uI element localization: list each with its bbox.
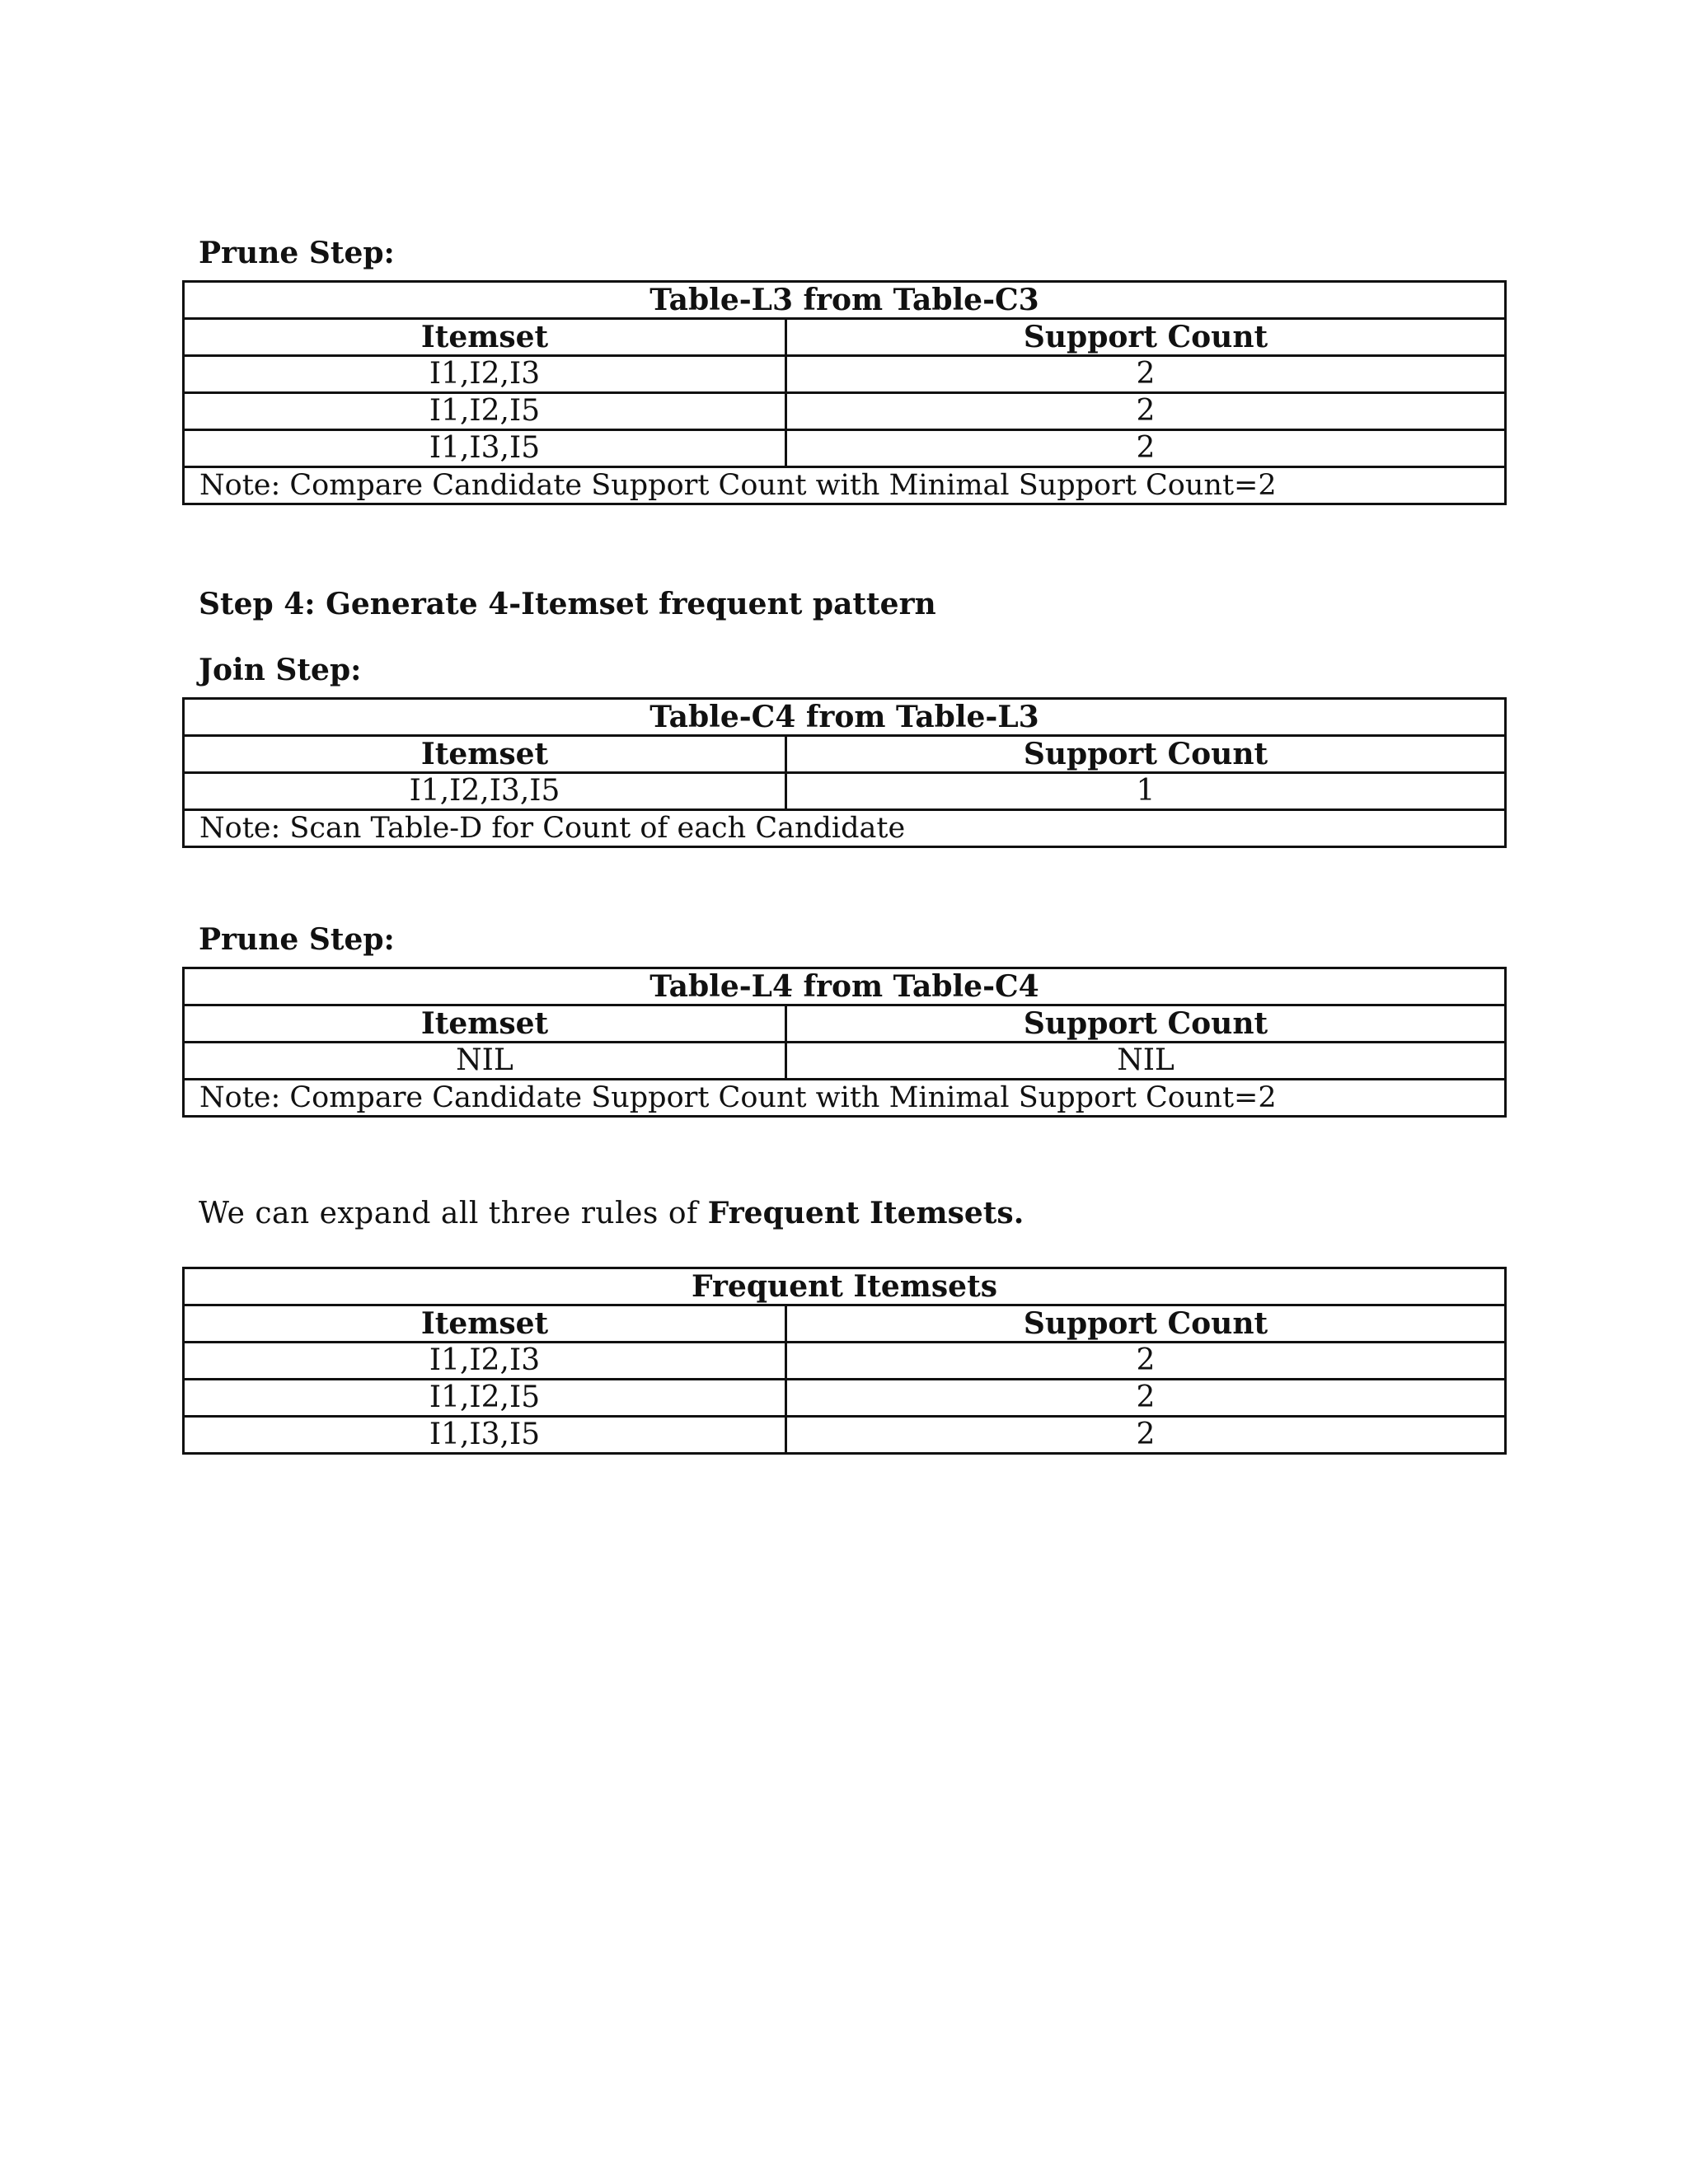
table-row <box>184 1343 1506 1380</box>
table-row <box>184 1043 1506 1080</box>
support-count-cell: 2 <box>786 393 1506 430</box>
step-4-heading: Step 4: Generate 4-Itemset frequent pattern <box>199 587 936 621</box>
table-row <box>184 430 1506 467</box>
itemset-cell: I1,I3,I5 <box>184 1417 786 1454</box>
table-title: Frequent Itemsets <box>184 1268 1506 1305</box>
support-count-cell: 2 <box>786 1417 1506 1454</box>
table-l4 <box>182 967 1507 1118</box>
table-note: Note: Compare Candidate Support Count with Minimal Support Count=2 <box>184 1080 1506 1117</box>
itemset-cell: I1,I2,I5 <box>184 1380 786 1417</box>
column-header-itemset: Itemset <box>184 736 786 773</box>
table-c4 <box>182 697 1507 848</box>
itemset-cell: I1,I2,I3 <box>184 1343 786 1380</box>
summary-text: We can expand all three rules of <box>199 1197 708 1230</box>
table-note: Note: Scan Table-D for Count of each Candidate <box>184 810 1506 847</box>
summary-paragraph <box>199 1195 1024 1232</box>
column-header-itemset: Itemset <box>184 319 786 356</box>
table-row <box>184 773 1506 810</box>
table-l3 <box>182 280 1507 505</box>
table-row <box>184 1417 1506 1454</box>
join-step-heading: Join Step: <box>199 653 362 687</box>
itemset-cell: I1,I2,I3 <box>184 356 786 393</box>
itemset-cell: I1,I2,I5 <box>184 393 786 430</box>
column-header-support-count: Support Count <box>786 319 1506 356</box>
support-count-cell: 2 <box>786 1380 1506 1417</box>
itemset-cell: I1,I2,I3,I5 <box>184 773 786 810</box>
prune-step-heading: Prune Step: <box>199 922 395 957</box>
support-count-cell: 1 <box>786 773 1506 810</box>
column-header-support-count: Support Count <box>786 1305 1506 1343</box>
summary-bold-text: Frequent Itemsets. <box>707 1196 1025 1230</box>
table-note: Note: Compare Candidate Support Count with Minimal Support Count=2 <box>184 467 1506 504</box>
table-title: Table-C4 from Table-L3 <box>184 699 1506 736</box>
table-title: Table-L4 from Table-C4 <box>184 968 1506 1005</box>
itemset-cell: NIL <box>184 1043 786 1080</box>
column-header-support-count: Support Count <box>786 736 1506 773</box>
table-row <box>184 393 1506 430</box>
table-title: Table-L3 from Table-C3 <box>184 282 1506 319</box>
support-count-cell: 2 <box>786 430 1506 467</box>
prune-step-heading: Prune Step: <box>199 236 395 270</box>
frequent-itemsets-table <box>182 1267 1507 1455</box>
column-header-itemset: Itemset <box>184 1005 786 1043</box>
support-count-cell: NIL <box>786 1043 1506 1080</box>
itemset-cell: I1,I3,I5 <box>184 430 786 467</box>
column-header-itemset: Itemset <box>184 1305 786 1343</box>
column-header-support-count: Support Count <box>786 1005 1506 1043</box>
support-count-cell: 2 <box>786 356 1506 393</box>
support-count-cell: 2 <box>786 1343 1506 1380</box>
table-row <box>184 356 1506 393</box>
table-row <box>184 1380 1506 1417</box>
